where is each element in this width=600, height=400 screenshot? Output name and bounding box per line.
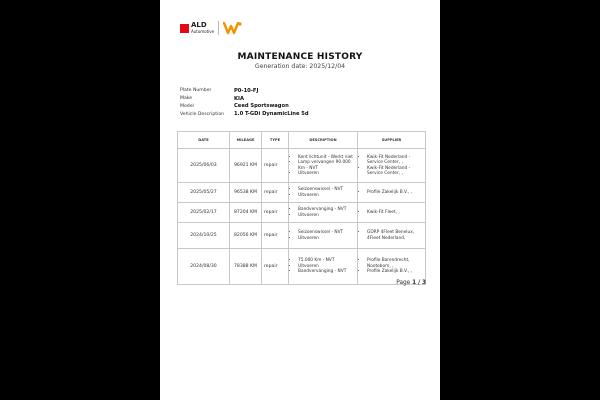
supplier-item: • Kwik-Fit Fleet, , [367,210,423,215]
document-page [160,0,440,400]
row-mileage: 78388 KM [230,249,262,285]
table-row [178,149,426,183]
row-type: repair [262,249,289,285]
vehicle-info-row [180,87,309,95]
generation-date [160,63,440,70]
page-label: Page [396,280,411,286]
description-item: • Bandvervanging - NVT [298,207,355,212]
row-supplier [358,183,426,203]
col-supplier-header: SUPPLIER [358,132,426,149]
row-mileage: 96921 KM [230,149,262,183]
page-current: 1 [412,280,417,286]
row-description [289,249,358,285]
row-supplier [358,149,426,183]
row-mileage: 87204 KM [230,203,262,223]
table-row [178,183,426,203]
row-description [289,203,358,223]
ald-automotive-logo [180,22,214,34]
make-label: Make [180,96,193,102]
description-item: • Bandvervanging - NVT [298,269,355,274]
generation-date-label: Generation date: [254,63,308,70]
row-date: 2024/08/30 [178,249,230,285]
row-mileage: 96538 KM [230,183,262,203]
row-date: 2024/10/25 [178,223,230,249]
col-date-header: DATE [178,132,230,149]
page-separator: / [417,280,421,286]
table-header-row [178,132,426,149]
row-description [289,183,358,203]
description-item: • Uitvoeren [298,264,355,269]
make-value: KIA [234,95,244,102]
ald-logo-name: ALD [191,21,207,29]
description-item: • Uitvoeren [298,171,355,176]
page-title: MAINTENANCE HISTORY [237,52,363,62]
supplier-item: • Profile Barendrecht, Nootebom, , [367,258,423,269]
vehicle-info-row [180,103,309,111]
description-item: • Uitvoeren [298,213,355,218]
description-item: • Kent lichtunit - Werkt niet [298,155,355,160]
row-type: repair [262,183,289,203]
table-row [178,223,426,249]
vehicle-description-value: 1.0 T-GDi DynamicLine 5d [234,111,309,118]
row-description [289,149,358,183]
table-row [178,249,426,285]
row-type: repair [262,149,289,183]
vehicle-description-label: Vehicle Description [180,111,225,117]
generation-date-value: 2025/12/04 [309,63,346,70]
supplier-item: • Profile Zakelijk B.V., , [367,190,423,195]
supplier-item: • Kwik-Fit Nederland - Service Center, , [367,166,423,177]
row-supplier [358,223,426,249]
description-item: • Seizoenswissel - NVT [298,187,355,192]
logo-divider [218,21,219,35]
description-item: • Uitvoeren [298,236,355,241]
vehicle-info [180,87,309,118]
vehicle-info-row [180,110,309,118]
row-type: repair [262,223,289,249]
row-description [289,223,358,249]
model-value: Ceed Sportswagon [234,103,289,110]
row-type: repair [262,203,289,223]
plate-number-label: Plate Number [180,88,212,94]
plate-number-value: P0-10-FJ [234,87,259,94]
col-mileage-header: MILEAGE [230,132,262,149]
row-supplier [358,203,426,223]
header-logos [180,20,243,36]
ald-logo-mark [180,24,189,33]
page-indicator [396,280,426,286]
vehicle-info-row [180,95,309,103]
supplier-item: • Kwik-Fit Nederland - Service Center, , [367,155,423,166]
table-row [178,203,426,223]
maintenance-table [177,131,426,285]
supplier-item: • GDRP 4Fleet Benelux, 4Fleet Nederland, [367,230,423,241]
description-item: • 75.000 Km - NVT [298,258,355,263]
col-description-header: DESCRIPTION [289,132,358,149]
row-date: 2025/05/27 [178,183,230,203]
description-item: • Seizoenswissel - NVT [298,230,355,235]
row-mileage: 82056 KM [230,223,262,249]
supplier-item: • Profile Zakelijk B.V., , [367,269,423,274]
page-total: 3 [421,280,426,286]
description-item: • Uitvoeren [298,193,355,198]
row-date: 2025/06/03 [178,149,230,183]
leaseplan-logo [223,21,243,35]
model-label: Model [180,103,194,109]
col-type-header: TYPE [262,132,289,149]
ald-logo-sub: Automotive [191,29,215,34]
description-item: • Lamp vervangen 90.000 Km - NVT [298,160,355,171]
row-date: 2025/02/17 [178,203,230,223]
